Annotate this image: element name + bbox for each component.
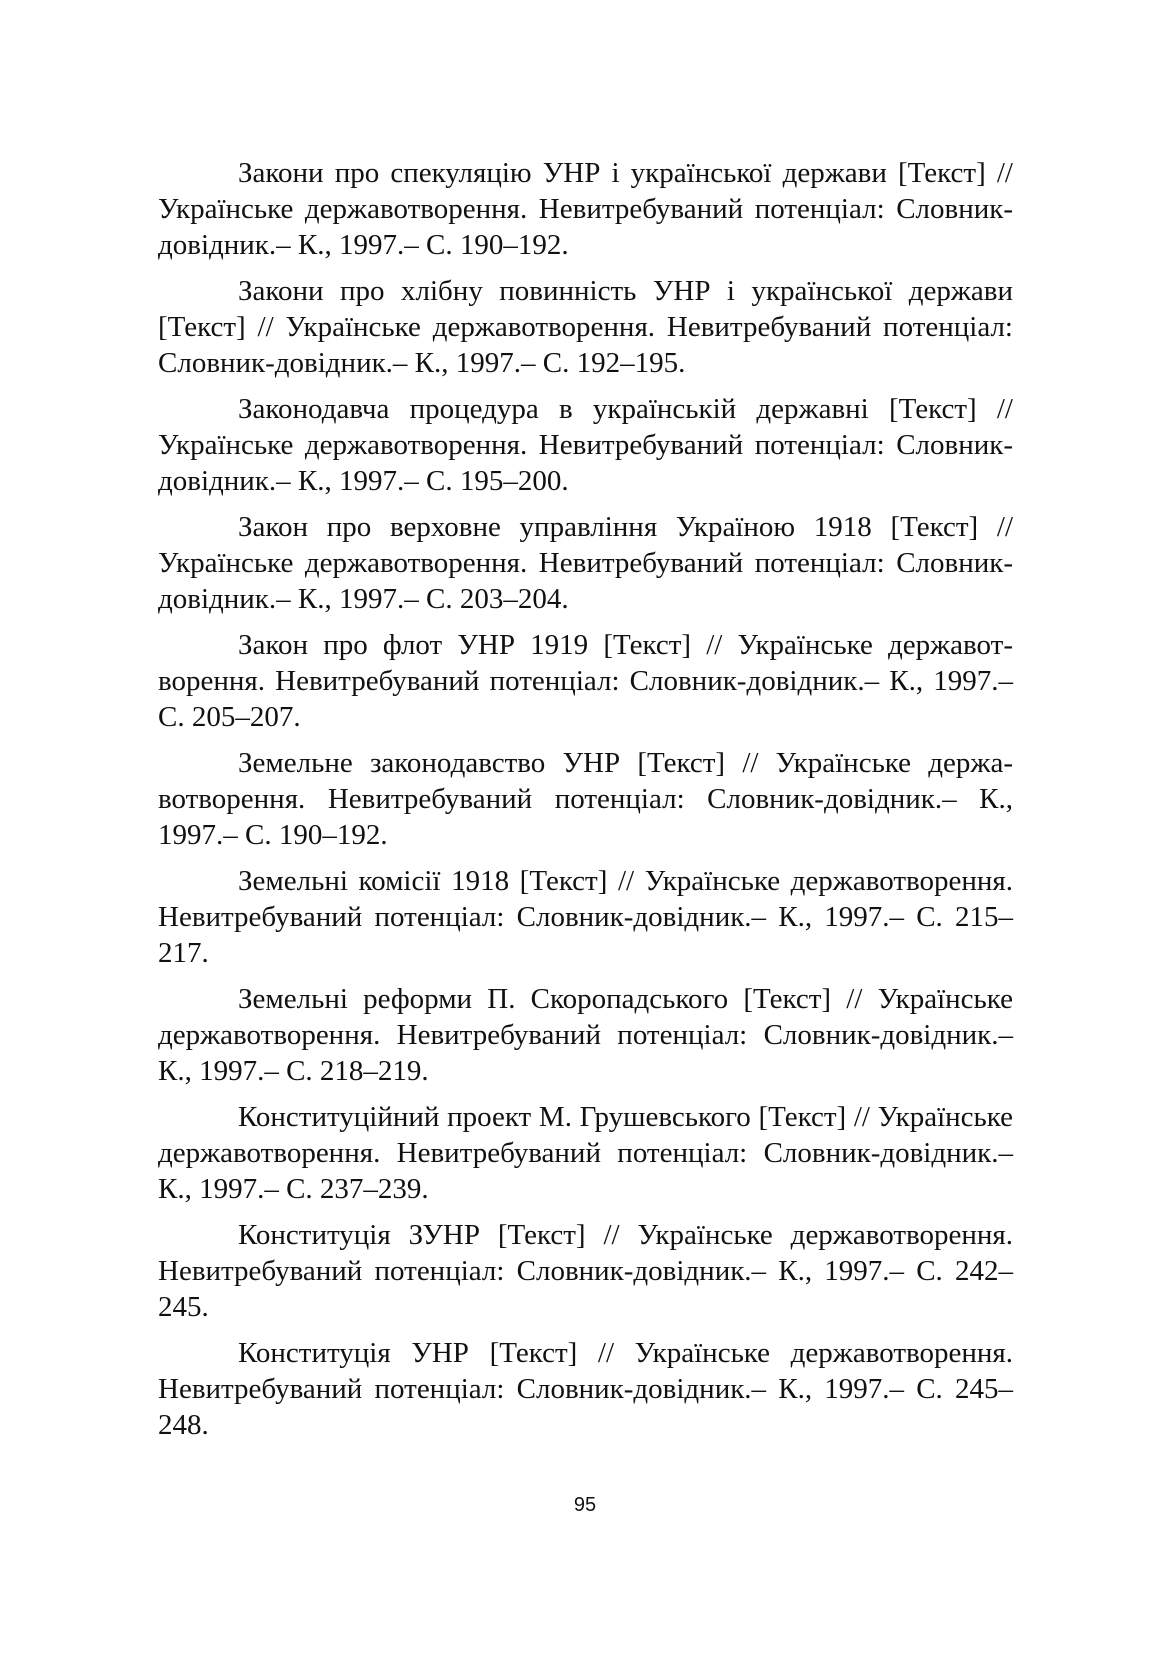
bibliography-list xyxy=(158,155,1013,1453)
bibliography-entry: Законодавча процедура в українській державні [Текст] // Українське державотворення. Невитребуваний потенціал: Словник-довідник.– К., 1997.– С. 195–200. xyxy=(158,393,1013,497)
bibliography-entry: Закони про хлібну повинність УНР і української держави [Текст] // Українське державотворення. Невитребуваний потенціал: Словник-довідник.– К., 1997.– С. 192–195. xyxy=(158,275,1013,379)
bibliography-entry: Земельні комісії 1918 [Текст] // Українське державотворення. Невитребуваний потенціал: Словник-довідник.– К., 1997.– С. 215–217. xyxy=(158,865,1013,969)
bibliography-entry: Закони про спекуляцію УНР і української держави [Текст] // Українське державотворення. Невитребуваний потенціал: Словник-довідник.– К., 1997.– С. 190–192. xyxy=(158,157,1013,261)
bibliography-entry: Конституція УНР [Текст] // Українське державотворення. Невитребуваний потенціал: Словник-довідник.– К., 1997.– С. 245–248. xyxy=(158,1337,1013,1441)
bibliography-entry: Закон про флот УНР 1919 [Текст] // Українське державотворення. Невитребуваний потенціал: Словник-довідник.– К., 1997.– С. 205–207. xyxy=(158,629,1013,733)
bibliography-entry: Конституція ЗУНР [Текст] // Українське державотворення. Невитребуваний потенціал: Словник-довідник.– К., 1997.– С. 242–245. xyxy=(158,1219,1013,1323)
bibliography-entry: Земельні реформи П. Скоропадського [Текст] // Українське державотворення. Невитребуваний потенціал: Словник-довідник.– К., 1997.– С. 218–219. xyxy=(158,983,1013,1087)
bibliography-entry: Закон про верховне управління Україною 1918 [Текст] // Українське державотворення. Невитребуваний потенціал: Словник-довідник.– К., 1997.– С. 203–204. xyxy=(158,511,1013,615)
bibliography-entry: Земельне законодавство УНР [Текст] // Українське державотворення. Невитребуваний потенціал: Словник-довідник.– К., 1997.– С. 190–192. xyxy=(158,747,1013,851)
bibliography-entry: Конституційний проект М. Грушевського [Текст] // Українське державотворення. Невитребуваний потенціал: Словник-довідник.– К., 1997.– С. 237–239. xyxy=(158,1101,1013,1205)
page-number: 95 xyxy=(573,1494,597,1516)
